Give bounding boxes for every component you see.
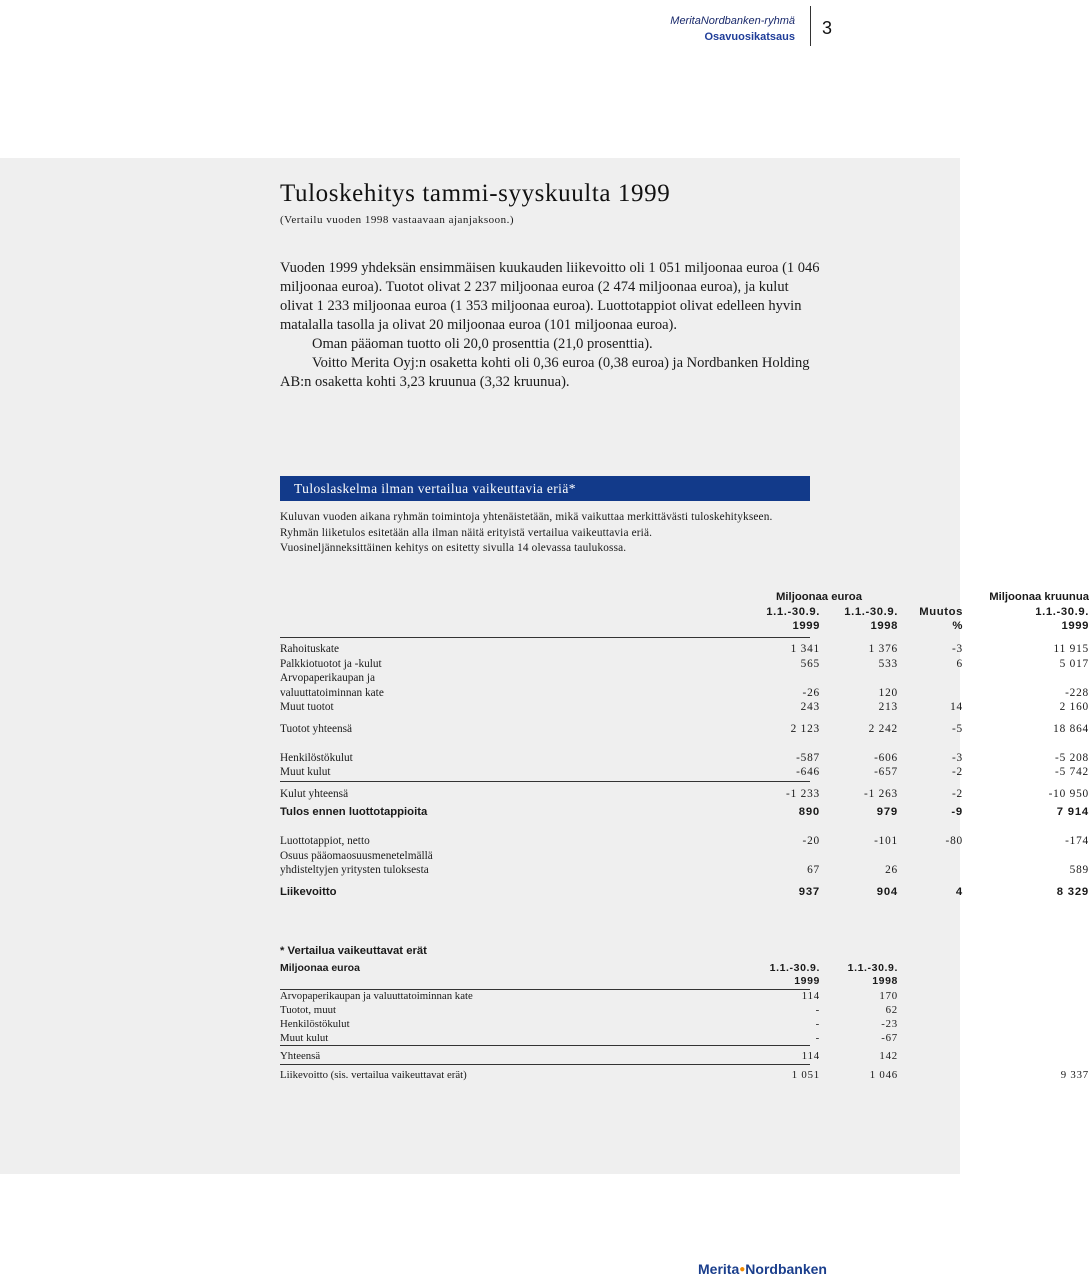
cell-eur-1999: -26 (802, 687, 820, 699)
row-label: valuuttatoiminnan kate (280, 687, 384, 699)
footnote-title: * Vertailua vaikeuttavat erät (280, 945, 427, 957)
footnote-row (280, 1018, 898, 1032)
cell-eur-1998: 26 (885, 864, 898, 876)
table-row (280, 850, 810, 864)
cell-eur-1998: 904 (876, 886, 898, 898)
table-row (280, 643, 1089, 657)
header-sek: Miljoonaa kruunua (989, 591, 1089, 603)
cell-change: -3 (951, 752, 963, 764)
intro-paragraph-1: Vuoden 1999 yhdeksän ensimmäisen kuukauden liikevoitto oli 1 051 miljoonaa euroa (1 046 miljoonaa euroa). Tuotot olivat 2 237 miljoonaa euroa (2 474 miljoonaa euroa), ja kulut olivat 1 233 miljoonaa euroa (1 353 miljoonaa euroa). Luottotappiot olivat edelleen hyvin matalalla tasolla ja olivat 20 miljoonaa euroa (101 miljoonaa euroa). (280, 260, 820, 333)
cell-change: -9 (951, 806, 963, 818)
row-label: yhdisteltyjen yritysten tuloksesta (280, 864, 429, 876)
cell-1999: 114 (801, 990, 820, 1002)
footnote-header-row (280, 962, 898, 976)
row-label: Liikevoitto (sis. vertailua vaikeuttavat erät) (280, 1069, 467, 1081)
row-label: Tuotot yhteensä (280, 723, 353, 735)
cell-eur-1998: 120 (878, 687, 898, 699)
cell-eur-1999: 937 (798, 886, 820, 898)
row-label: Muut kulut (280, 766, 331, 778)
cell-sek-1999: 11 915 (1053, 643, 1089, 655)
row-label: Muut tuotot (280, 701, 334, 713)
cell-1999: 114 (801, 1050, 820, 1062)
header-change: Muutos (919, 606, 963, 618)
cell-eur-1999: 243 (800, 701, 820, 713)
row-label: Arvopaperikaupan ja (280, 672, 376, 684)
row-label: Kulut yhteensä (280, 788, 349, 800)
cell-1998: 1 046 (869, 1069, 898, 1081)
cell-eur-1999: -20 (802, 835, 820, 847)
cell-sek-1999: -5 208 (1055, 752, 1089, 764)
footnote-header-row (280, 975, 898, 989)
cell-eur-1998: -1 263 (864, 788, 898, 800)
header-period-sek: 1.1.-30.9. (1035, 606, 1089, 618)
table-row (280, 886, 1089, 900)
note-line-1: Kuluvan vuoden aikana ryhmän toimintoja yhtenäistetään, mikä vaikuttaa merkittävästi tuloskehitykseen. Ryhmän liiketulos esitetään alla ilman näitä erityistä vertailua vaikeuttavia eriä. (280, 511, 773, 539)
cell-sek-1999: 589 (1069, 864, 1089, 876)
row-label: Rahoituskate (280, 643, 339, 655)
cell-1998: -23 (881, 1018, 898, 1030)
table-row (280, 723, 1089, 737)
footnote-period-1999: 1.1.-30.9. (769, 962, 820, 974)
logo-part-1: Merita (698, 1261, 740, 1277)
note-line-2: Vuosineljänneksittäinen kehitys on esitetty sivulla 14 olevassa taulukossa. (280, 542, 627, 554)
cell-eur-1999: -587 (796, 752, 820, 764)
table-row (280, 752, 1089, 766)
cell-change: -3 (951, 643, 963, 655)
footnote-year-1999: 1999 (794, 975, 820, 987)
footnote-year-1998: 1998 (872, 975, 898, 987)
cell-eur-1999: 565 (800, 658, 820, 670)
intro-paragraph-2: Oman pääoman tuotto oli 20,0 prosenttia (21,0 prosenttia). (312, 336, 653, 352)
cell-1999: - (815, 1004, 820, 1016)
footnote-row (280, 1069, 1089, 1083)
page-subtitle: (Vertailu vuoden 1998 vastaavaan ajanjaksoon.) (280, 214, 515, 226)
cell-sek-1999: -228 (1065, 687, 1089, 699)
page-number: 3 (822, 18, 833, 38)
section-title: Osavuosikatsaus (704, 31, 795, 43)
footnote-row (280, 1004, 898, 1018)
header-eur: Miljoonaa euroa (776, 591, 862, 603)
header-period-1998: 1.1.-30.9. (844, 606, 898, 618)
cell-1998: 62 (885, 1004, 898, 1016)
cell-eur-1998: -657 (874, 766, 898, 778)
table-header-row (280, 620, 1089, 634)
table-header-row (280, 591, 1089, 605)
company-name: MeritaNordbanken-ryhmä (670, 15, 795, 27)
table-row (280, 672, 810, 686)
footnote-period-1998: 1.1.-30.9. (847, 962, 898, 974)
cell-eur-1998: -606 (874, 752, 898, 764)
table-header-row (280, 606, 1089, 620)
cell-eur-1999: 890 (798, 806, 820, 818)
row-label: Arvopaperikaupan ja valuuttatoiminnan kate (280, 990, 473, 1002)
cell-sek-1999: 2 160 (1059, 701, 1089, 713)
table-row (280, 766, 1089, 780)
cell-change: 6 (956, 658, 963, 670)
footnote-row (280, 1032, 898, 1046)
cell-eur-1998: 2 242 (868, 723, 898, 735)
cell-eur-1998: -101 (874, 835, 898, 847)
cell-eur-1998: 979 (876, 806, 898, 818)
cell-eur-1998: 533 (878, 658, 898, 670)
cell-1999: - (815, 1032, 820, 1044)
cell-1998: 170 (879, 990, 898, 1002)
header-percent: % (952, 620, 963, 632)
cell-eur-1999: 67 (807, 864, 820, 876)
income-statement-note (280, 510, 812, 557)
logo-dot-icon: ● (739, 1264, 746, 1275)
income-statement-heading: Tuloslaskelma ilman vertailua vaikeuttavia eriä* (294, 481, 576, 496)
logo-part-2: Nordbanken (745, 1261, 827, 1277)
row-label: Liikevoitto (280, 886, 337, 898)
cell-sek: 9 337 (1060, 1069, 1089, 1081)
cell-sek-1999: -174 (1065, 835, 1089, 847)
cell-sek-1999: 8 329 (1056, 886, 1089, 898)
cell-eur-1999: 1 341 (790, 643, 820, 655)
cell-change: -2 (951, 788, 963, 800)
cell-1998: 142 (879, 1050, 898, 1062)
header-year-sek: 1999 (1061, 620, 1089, 632)
cell-eur-1999: -1 233 (786, 788, 820, 800)
cell-change: -80 (945, 835, 963, 847)
table-row (280, 864, 1089, 878)
cell-change: -5 (951, 723, 963, 735)
income-statement-heading-bar (280, 476, 810, 501)
header-year-1998: 1998 (870, 620, 898, 632)
row-label: Tulos ennen luottotappioita (280, 806, 428, 818)
section-rule (280, 781, 810, 782)
header-rule (280, 637, 810, 638)
cell-sek-1999: 18 864 (1053, 723, 1089, 735)
row-label: Yhteensä (280, 1050, 321, 1062)
table-row (280, 835, 1089, 849)
table-row (280, 687, 1089, 701)
cell-eur-1998: 1 376 (868, 643, 898, 655)
cell-sek-1999: -5 742 (1055, 766, 1089, 778)
row-label: Palkkiotuotot ja -kulut (280, 658, 382, 670)
cell-eur-1999: 2 123 (790, 723, 820, 735)
cell-1999: - (815, 1018, 820, 1030)
footnote-rule (280, 1064, 810, 1065)
cell-1999: 1 051 (791, 1069, 820, 1081)
cell-eur-1999: -646 (796, 766, 820, 778)
row-label: Henkilöstökulut (280, 752, 353, 764)
row-label: Tuotot, muut (280, 1004, 337, 1016)
footnote-row (280, 990, 898, 1004)
footnote-unit: Miljoonaa euroa (280, 962, 360, 974)
page-title: Tuloskehitys tammi-syyskuulta 1999 (280, 180, 671, 207)
cell-1998: -67 (881, 1032, 898, 1044)
table-row (280, 701, 1089, 715)
footnote-rule (280, 1045, 810, 1046)
cell-sek-1999: 5 017 (1059, 658, 1089, 670)
intro-paragraph-3: Voitto Merita Oyj:n osaketta kohti oli 0,36 euroa (0,38 euroa) ja Nordbanken Holding AB:n osaketta kohti 3,23 kruunua (3,32 kruunua). (280, 355, 810, 390)
row-label: Luottotappiot, netto (280, 835, 370, 847)
cell-change: 14 (950, 701, 963, 713)
intro-text (280, 259, 820, 392)
merita-nordbanken-logo (698, 1261, 827, 1277)
row-label: Osuus pääomaosuusmenetelmällä (280, 850, 433, 862)
header-period-1999: 1.1.-30.9. (766, 606, 820, 618)
cell-eur-1998: 213 (878, 701, 898, 713)
cell-sek-1999: 7 914 (1056, 806, 1089, 818)
cell-change: 4 (955, 886, 963, 898)
table-row (280, 658, 1089, 672)
cell-change: -2 (951, 766, 963, 778)
table-row (280, 788, 1089, 802)
row-label: Muut kulut (280, 1032, 329, 1044)
footnote-row (280, 1050, 898, 1064)
header-divider (810, 6, 811, 46)
cell-sek-1999: -10 950 (1048, 788, 1089, 800)
table-row (280, 806, 1089, 820)
header-year-1999: 1999 (792, 620, 820, 632)
row-label: Henkilöstökulut (280, 1018, 350, 1030)
